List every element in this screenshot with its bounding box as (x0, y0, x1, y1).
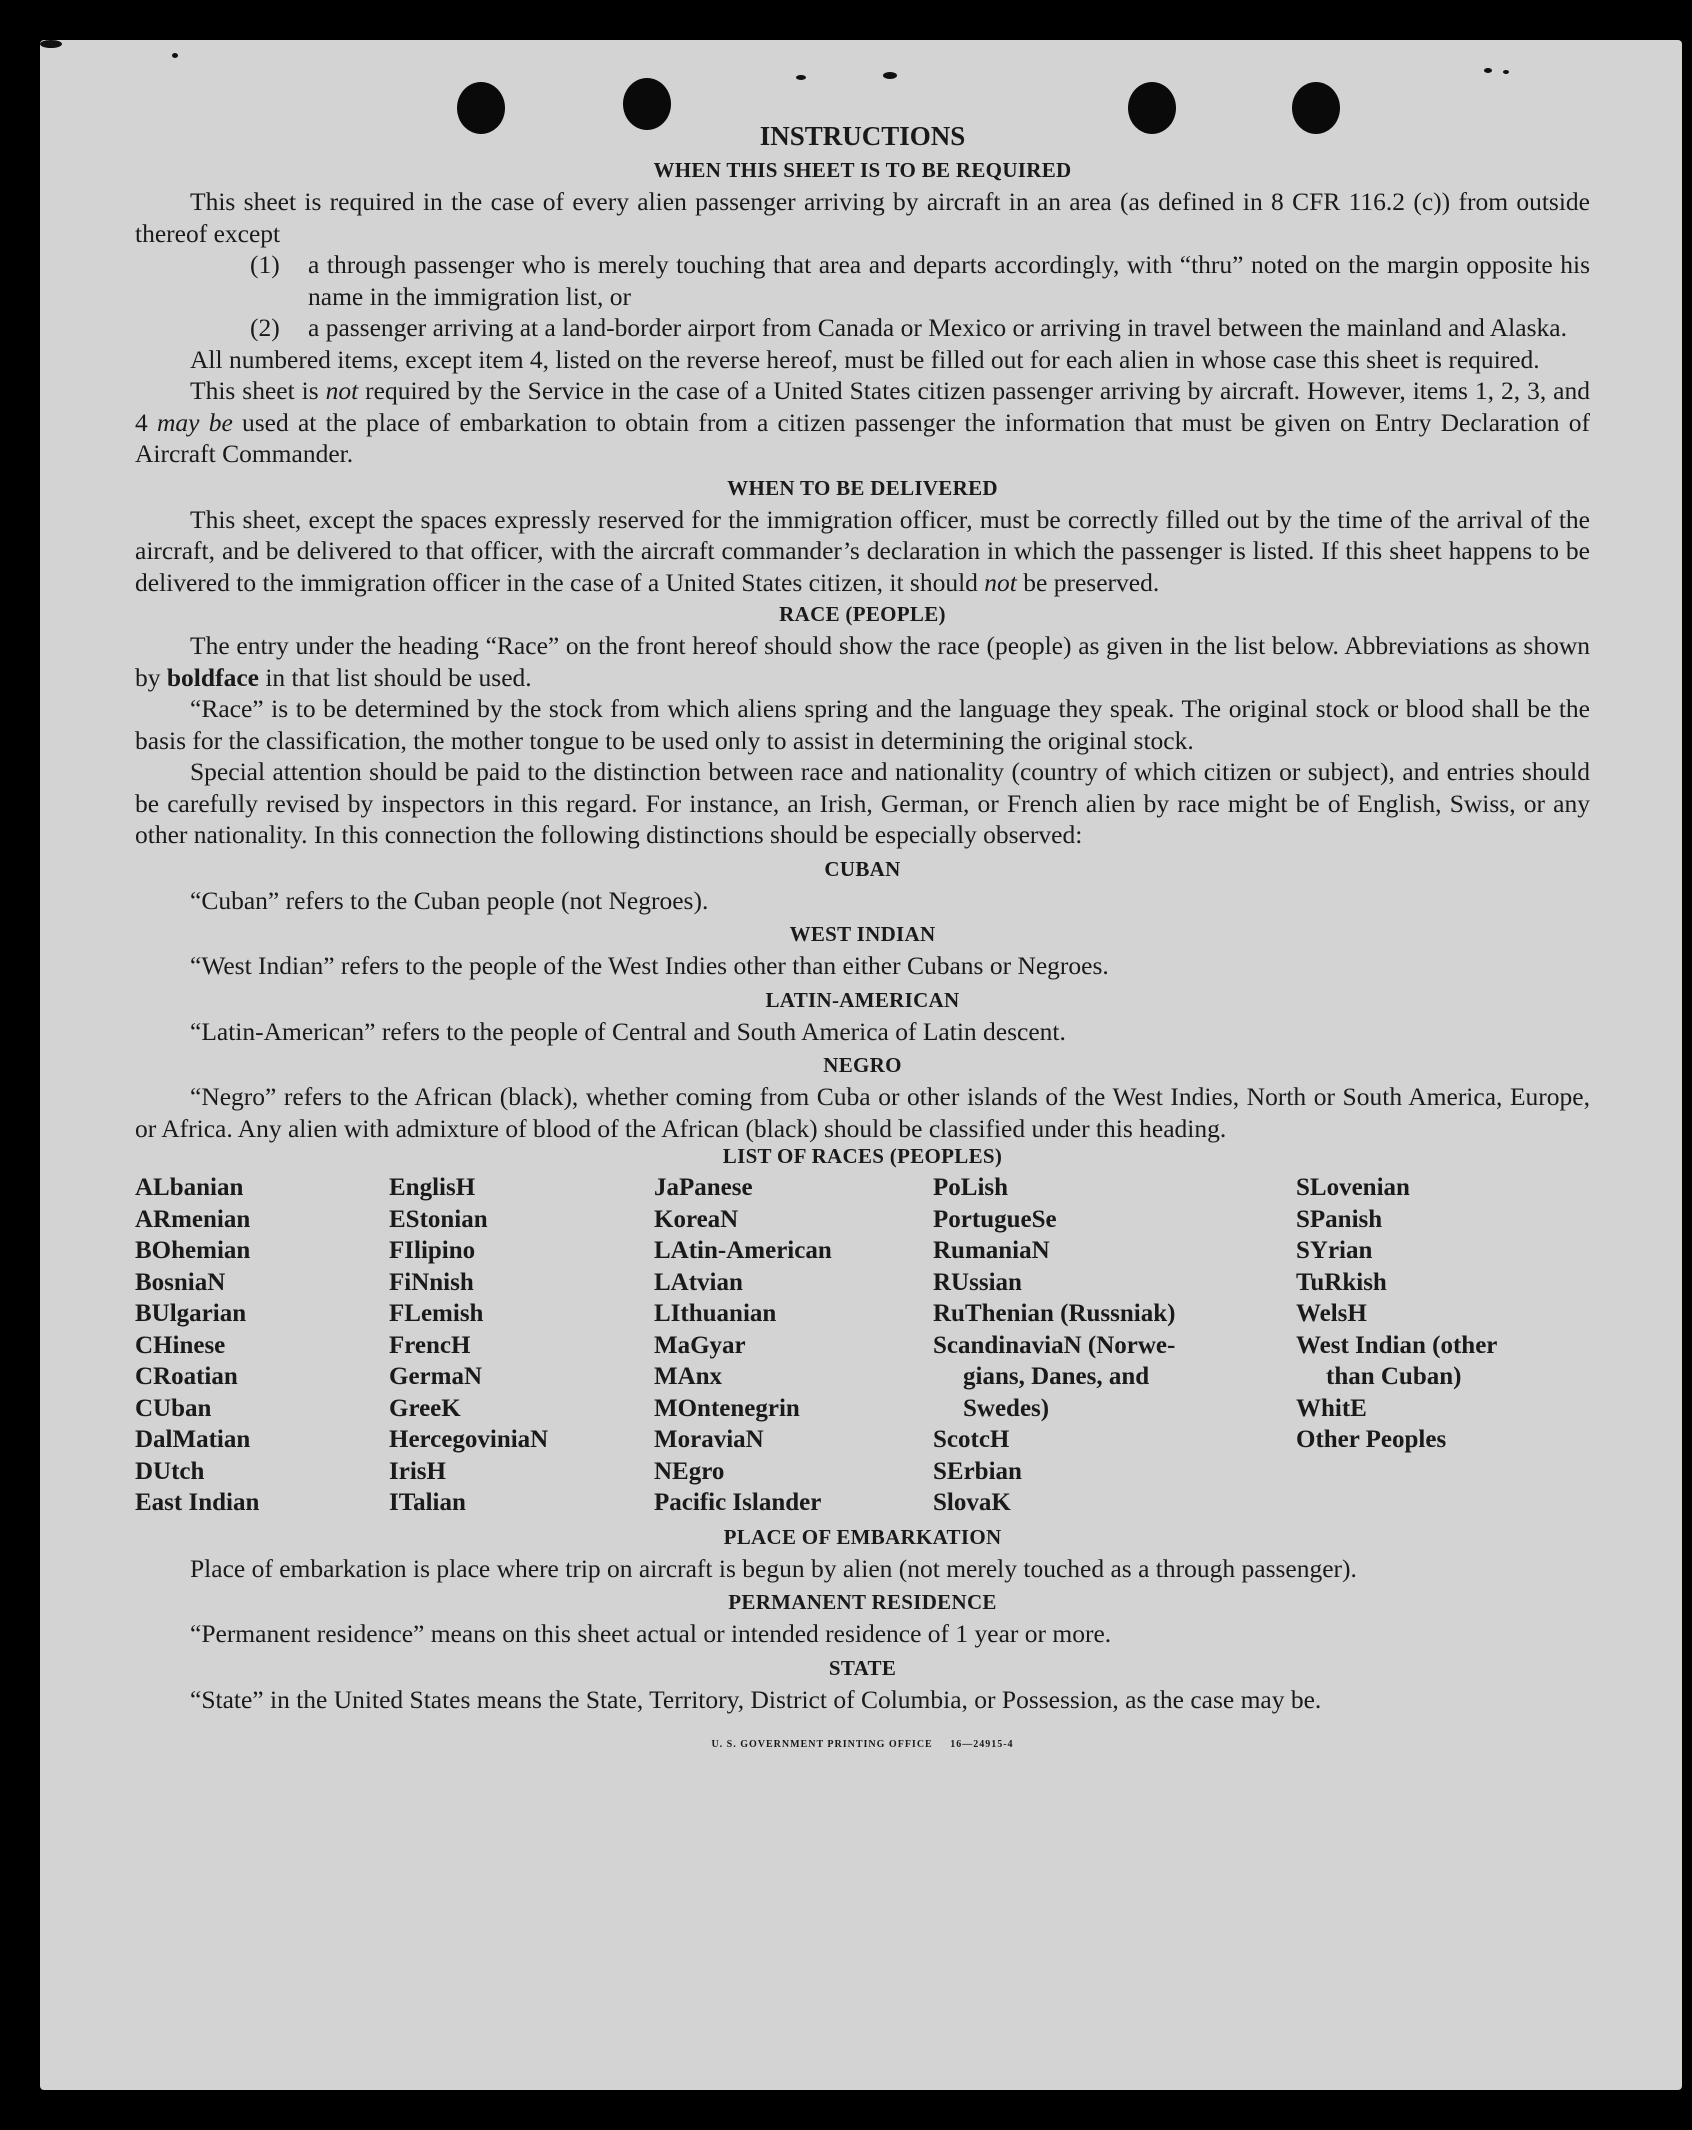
italic-text: not (984, 567, 1017, 597)
race-entry: ALbanian (135, 1174, 244, 1201)
paragraph-race-entry (135, 630, 1590, 693)
race-entry: CUban (135, 1394, 212, 1422)
paragraph-cuban: “Cuban” refers to the Cuban people (not Negroes). (190, 885, 709, 915)
race-entry: West Indian (other (1296, 1331, 1498, 1359)
paragraph-delivered (135, 504, 1590, 599)
paragraph-required: This sheet is required in the case of every alien passenger arriving by aircraft in an area (as defined in 8 CFR 116.2 (c)) from outside thereof except (135, 187, 1590, 248)
race-entry: FrencH (389, 1331, 471, 1359)
race-column-3 (654, 1172, 933, 1519)
race-entry: BosniaN (135, 1268, 226, 1296)
exception-item-1 (250, 249, 1590, 312)
race-entry: SErbian (933, 1457, 1022, 1485)
race-column-2 (389, 1172, 654, 1519)
paragraph-embarkation: Place of embarkation is place where trip on aircraft is begun by alien (not merely touched as a through passenger). (190, 1553, 1357, 1583)
race-entry: PoLish (933, 1174, 1009, 1201)
heading-cuban: CUBAN (824, 856, 901, 881)
race-entry: CHinese (135, 1331, 226, 1359)
race-entry: gians, Danes, and (963, 1363, 1150, 1390)
race-entry: FLemish (389, 1300, 484, 1327)
race-entry: DalMatian (135, 1426, 251, 1453)
bold-text: boldface (166, 662, 259, 692)
race-entry: SlovaK (933, 1489, 1011, 1516)
heading-state: STATE (828, 1655, 897, 1680)
race-entry: PortugueSe (933, 1205, 1057, 1233)
paragraph-numbered-items: All numbered items, except item 4, listed on the reverse hereof, must be filled out for each alien in whose case this sheet is required. (190, 344, 1540, 374)
paragraph-latin-american: “Latin-American” refers to the people of Central and South America of Latin descent. (190, 1016, 1066, 1046)
race-entry: ScotcH (933, 1426, 1010, 1453)
text-run: required by the Service in the case of a United States citizen passenger arriving by aircraft. However, items 1, 2, 3, and 4 (135, 376, 1590, 437)
text-run: used at the place of embarkation to obtain from a citizen passenger the information that must be given on Entry Declaration of Aircraft Commander. (135, 407, 1590, 468)
race-column-4 (933, 1172, 1296, 1519)
race-entry: ITalian (389, 1489, 466, 1516)
text-run: This sheet, except the spaces expressly reserved for the immigration officer, must be correctly filled out by the time of the arrival of the aircraft, and be delivered to that officer, with the aircraft commander’s declaration in which the passenger is listed. If this sheet happens to be delivered to the immigration officer in the case of a United States citizen, it should (135, 504, 1590, 597)
text-run: This sheet is (190, 376, 326, 405)
paragraph-race-nationality: Special attention should be paid to the distinction between race and nationality (country of which citizen or subject), and entries should be carefully revised by inspectors in this regard. For instance, an Irish, German, or French alien by race might be of English, Swiss, or any other nationality. In this connection the following distinctions should be especially observed: (135, 757, 1590, 849)
race-entry: MAnx (654, 1363, 723, 1390)
race-list (135, 1172, 1590, 1519)
race-entry: BOhemian (135, 1237, 251, 1264)
race-entry: Pacific Islander (654, 1489, 822, 1516)
race-column-5 (1296, 1172, 1556, 1519)
instructions-content (135, 120, 1590, 1761)
race-entry: HercegoviniaN (389, 1426, 549, 1453)
ink-speck (1503, 70, 1509, 74)
heading-west-indian: WEST INDIAN (789, 922, 936, 946)
race-entry: SLovenian (1296, 1174, 1410, 1201)
ink-speck (40, 40, 62, 48)
paragraph-race-stock: “Race” is to be determined by the stock from which aliens spring and the language they speak. The original stock or blood shall be the basis for the classification, the mother tongue to be used only to assist in determining the original stock. (135, 694, 1590, 755)
race-entry: MOntenegrin (654, 1394, 800, 1422)
printer-imprint: U. S. GOVERNMENT PRINTING OFFICE 16—24915-4 (711, 1739, 1014, 1750)
paragraph-state: “State” in the United States means the State, Territory, District of Columbia, or Possession, as the case may be. (190, 1684, 1322, 1714)
race-entry: FIlipino (389, 1237, 476, 1264)
heading-permanent-residence: PERMANENT RESIDENCE (728, 1590, 997, 1614)
race-entry: IrisH (389, 1457, 446, 1485)
ink-speck (1484, 68, 1492, 73)
heading-when-required: WHEN THIS SHEET IS TO BE REQUIRED (653, 158, 1072, 182)
race-entry: GermaN (389, 1363, 483, 1390)
race-entry: than Cuban) (1326, 1363, 1462, 1390)
heading-negro: NEGRO (823, 1053, 902, 1077)
race-entry: EnglisH (389, 1174, 476, 1201)
race-entry: LAtvian (654, 1268, 743, 1296)
race-entry: Other Peoples (1296, 1426, 1447, 1453)
race-entry: EStonian (389, 1205, 488, 1233)
race-entry: East Indian (135, 1489, 260, 1516)
race-entry: JaPanese (654, 1174, 753, 1201)
item-text: a passenger arriving at a land-border airport from Canada or Mexico or arriving in travel between the mainland and Alaska. (308, 313, 1567, 342)
paragraph-residence: “Permanent residence” means on this sheet actual or intended residence of 1 year or more. (190, 1619, 1112, 1648)
page-title: INSTRUCTIONS (759, 121, 966, 151)
race-entry: DUtch (135, 1457, 205, 1485)
race-entry: MoraviaN (654, 1426, 764, 1453)
race-entry: LAtin-American (654, 1237, 832, 1264)
item-number: (2) (250, 313, 280, 342)
race-entry: MaGyar (654, 1331, 746, 1359)
race-entry: ScandinaviaN (Norwe- (933, 1331, 1176, 1359)
item-number: (1) (250, 250, 280, 279)
heading-when-delivered: WHEN TO BE DELIVERED (727, 475, 998, 500)
text-run: The entry under the heading “Race” on the front hereof should show the race (people) as given in the list below. Abbreviations as shown by (135, 631, 1590, 692)
race-entry: ARmenian (135, 1205, 251, 1233)
document-sheet (40, 40, 1682, 2090)
race-entry: BUlgarian (135, 1300, 247, 1327)
text-run: in that list should be used. (258, 662, 532, 692)
race-entry: RuThenian (Russniak) (933, 1300, 1176, 1327)
heading-race: RACE (PEOPLE) (779, 602, 946, 626)
race-entry: LIthuanian (654, 1300, 777, 1327)
race-entry: WelsH (1296, 1300, 1367, 1327)
race-entry: NEgro (654, 1457, 725, 1485)
race-entry: CRoatian (135, 1363, 238, 1390)
race-entry: GreeK (389, 1394, 461, 1422)
paragraph-citizen (135, 375, 1590, 470)
paragraph-negro: “Negro” refers to the African (black), whether coming from Cuba or other islands of the West Indies, North or South America, Europe, or Africa. Any alien with admixture of blood of the African (black) should be classified under this heading. (135, 1082, 1590, 1143)
race-entry: SYrian (1296, 1237, 1373, 1264)
paragraph-west-indian: “West Indian” refers to the people of the West Indies other than either Cubans or Negroes. (190, 951, 1109, 980)
italic-text: may be (156, 407, 233, 437)
italic-text: not (325, 376, 359, 405)
race-entry: FiNnish (389, 1268, 474, 1296)
ink-speck (796, 75, 806, 80)
race-entry: RUssian (933, 1268, 1022, 1296)
heading-list-of-races: LIST OF RACES (PEOPLES) (722, 1144, 1003, 1168)
race-entry: WhitE (1296, 1394, 1367, 1422)
race-entry: RumaniaN (933, 1237, 1050, 1264)
race-entry: SPanish (1296, 1205, 1383, 1233)
text-run: be preserved. (1016, 567, 1160, 597)
ink-speck (883, 72, 897, 79)
heading-latin-american: LATIN-AMERICAN (765, 987, 960, 1012)
ink-speck (172, 53, 178, 58)
race-entry: Swedes) (963, 1394, 1050, 1422)
item-text: a through passenger who is merely touching that area and departs accordingly, with “thru” noted on the margin opposite his name in the immigration list, or (308, 250, 1590, 311)
race-column-1 (135, 1172, 389, 1519)
race-entry: TuRkish (1296, 1268, 1387, 1296)
exception-item-2 (250, 312, 1590, 344)
race-entry: KoreaN (654, 1205, 739, 1233)
heading-place-of-embarkation: PLACE OF EMBARKATION (723, 1524, 1002, 1549)
